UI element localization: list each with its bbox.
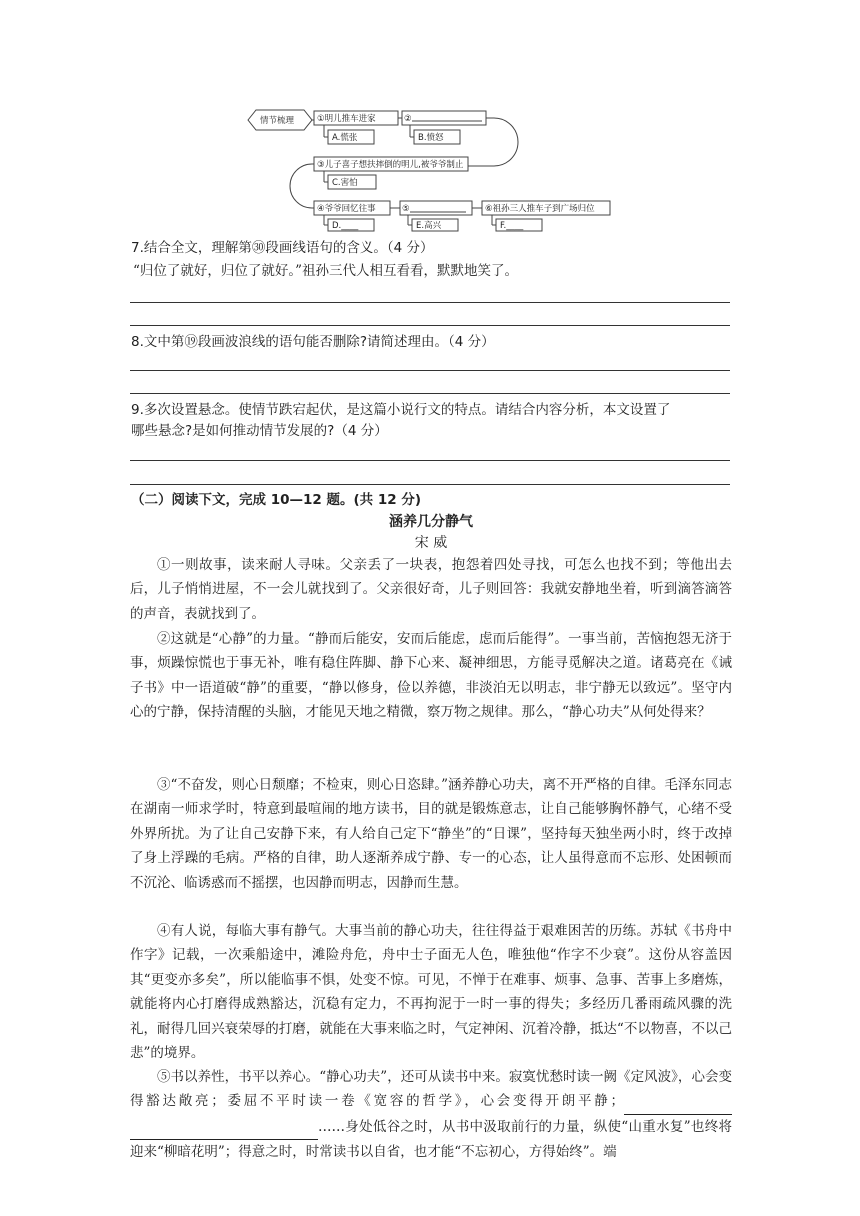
diagram-sub-d-text: D.____ — [332, 221, 359, 231]
paragraph-1: ①一则故事，读来耐人寻味。父亲丢了一块表，抱怨着四处寻找，可怎么也找不到；等他出去后，儿子悄悄进屋，不一会儿就找到了。父亲很好奇，儿子则回答：我就安静地坐着，听到滴答滴答的声音，表就找到了。 — [130, 557, 732, 622]
diagram-sub-c-text: C.害怕 — [332, 178, 358, 188]
article-title: 涵养几分静气 — [389, 514, 473, 530]
diagram-box-3-text: ③儿子喜子想扶摔倒的明儿,被爷爷制止 — [317, 160, 464, 170]
paragraph-5 — [130, 1065, 732, 1165]
diagram-box-5-text: ⑤ — [402, 204, 410, 214]
paragraph-4: ④有人说，每临大事有静气。大事当前的静心功夫，往往得益于艰难困苦的历练。苏轼《书舟中作字》记载，一次乘船途中，滩险舟危，舟中士子面无人色，唯独他“作字不少衰”。这份从容盖因其“更变亦多矣”，所以能临事不惧，处变不惊。可见，不惮于在难事、烦事、急事、苦事上多磨炼，就能将内心打磨得成熟豁达，沉稳有定力，不再拘泥于一时一事的得失；多经历几番雨疏风骤的洗礼，耐得几回兴衰荣辱的打磨，就能在大事来临之时，气定神闲、沉着冷静，抵达“不以物喜，不以己悲”的境界。 — [130, 923, 732, 1062]
answer-line[interactable] — [130, 484, 730, 485]
diagram-sub-b-text: B.愤怒 — [418, 133, 444, 143]
paragraph-5-part-a: ⑤书以养性，书平以养心。“静心功夫”，还可从读书中来。寂寞忧愁时读一阙《定风波》，心会变得豁达敞亮；委屈不平时读一卷《宽容的哲学》，心会变得开朗平静； — [130, 1069, 732, 1110]
paragraph-2: ②这就是“心静”的力量。“静而后能安，安而后能虑，虑而后能得”。一事当前，苦恼抱怨无济于事，烦躁惊慌也于事无补，唯有稳住阵脚、静下心来、凝神细思，方能寻觅解决之道。诸葛亮在《诫子书》中一语道破“静”的重要，“静以修身，俭以养德，非淡泊无以明志，非宁静无以致远”。坚守内心的宁静，保持清醒的头脑，才能见天地之精微，察万物之规律。那么，“静心功夫”从何处得来？ — [130, 631, 732, 721]
diagram-box-2 — [402, 111, 486, 125]
section-header: （二）阅读下文，完成 10—12 题。(共 12 分) — [131, 492, 421, 508]
question-9-line2: 哪些悬念?是如何推动情节发展的?（4 分） — [131, 423, 388, 439]
answer-line[interactable] — [130, 302, 730, 303]
plot-diagram — [246, 104, 618, 232]
question-9-line1: 9.多次设置悬念。使情节跌宕起伏，是这篇小说行文的特点。请结合内容分析，本文设置了 — [131, 402, 671, 418]
question-7: 7.结合全文，理解第㉚段画线语句的含义。（4 分） — [131, 240, 434, 256]
answer-line[interactable] — [130, 370, 730, 371]
answer-line[interactable] — [130, 393, 730, 394]
fill-in-blank[interactable] — [624, 1089, 732, 1114]
diagram-box-6-text: ⑥祖孙三人推车子到广场归位 — [485, 204, 595, 214]
paragraph-5-part-b: ……身处低谷之时，从书中汲取前行的力量，纵使“山重水复”也终将迎来“柳暗花明”；得意之时，时常读书以自省，也才能“不忘初心，方得始终”。端 — [130, 1118, 732, 1161]
question-8: 8.文中第⑲段画波浪线的语句能否删除?请简述理由。（4 分） — [131, 334, 495, 350]
answer-line[interactable] — [130, 460, 730, 461]
question-7-quote: “归位了就好，归位了就好。”祖孙三代人相互看看，默默地笑了。 — [133, 263, 519, 279]
diagram-box-4-text: ④爷爷回忆往事 — [317, 204, 376, 214]
diagram-box-2-text: ② — [404, 114, 412, 124]
fill-in-blank[interactable] — [130, 1115, 318, 1140]
diagram-box-5 — [400, 201, 472, 215]
diagram-sub-e-text: E.高兴 — [416, 221, 442, 231]
article-author: 宋 威 — [414, 535, 448, 551]
diagram-sub-f-text: F.____ — [500, 221, 524, 231]
paragraph-3: ③“不奋发，则心日颓靡；不检束，则心日恣肆。”涵养静心功夫，离不开严格的自律。毛泽东同志在湖南一师求学时，特意到最喧闹的地方读书，目的就是锻炼意志，让自己能够胸怀静气，心绪不受外界所扰。为了让自己安静下来，有人给自己定下“静坐”的“日课”，坚持每天独坐两小时，终于改掉了身上浮躁的毛病。严格的自律，助人逐渐养成宁静、专一的心态，让人虽得意而不忘形、处困顿而不沉沦、临诱惑而不摇摆，也因静而明志，因静而生慧。 — [130, 777, 732, 891]
answer-line[interactable] — [130, 325, 730, 326]
diagram-start: 情节梳理 — [260, 116, 295, 126]
diagram-box-1-text: ①明儿推车进家 — [317, 114, 376, 124]
diagram-sub-a-text: A.慌张 — [332, 133, 358, 143]
